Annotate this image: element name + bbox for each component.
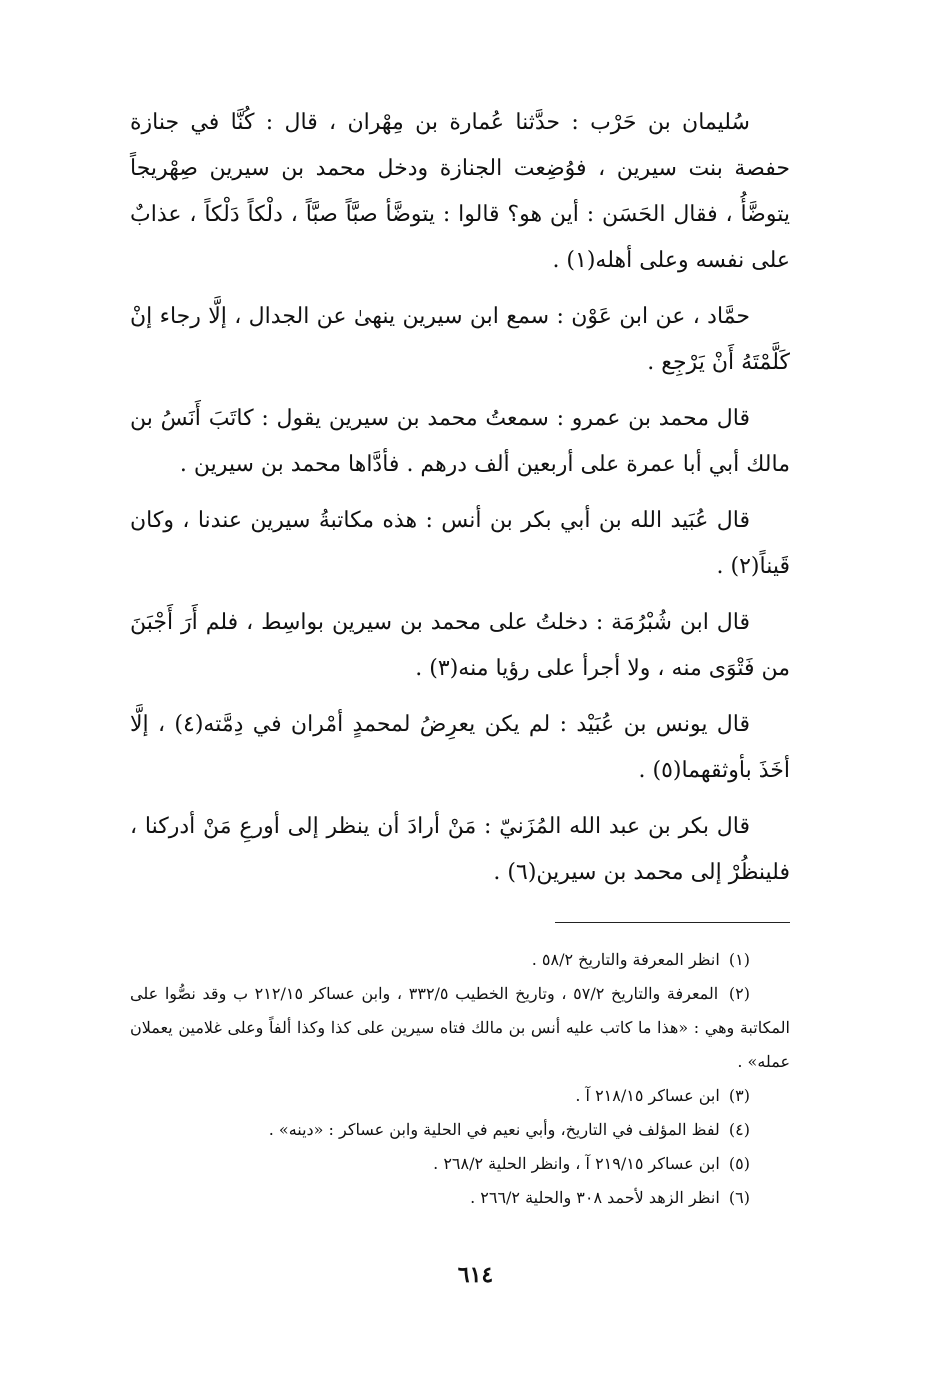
footnote-number: (٥) <box>728 1154 750 1173</box>
page-number: ٦١٤ <box>457 1262 494 1288</box>
paragraph-1: سُليمان بن حَرْب : حدَّثنا عُمارة بن مِهْران ، قال : كُنَّا في جنازة حفصة بنت سيرين ، فوُضِعت الجنازة ودخل محمد بن سيرين صِهْريجاً يتوضَّأُ ، فقال الحَسَن : أين هو؟ قالوا : يتوضَّأ صبَّاً صبَّاً ، دلْكاً دَلْكاً ، عذابٌ على نفسه وعلى أهله(١) . <box>130 110 790 273</box>
footnote-2 <box>130 977 790 1079</box>
footnote-5 <box>130 1147 790 1181</box>
footnote-divider <box>555 922 790 923</box>
footnote-text: المعرفة والتاريخ ٥٧/٢ ، وتاريخ الخطيب ٣٣٢/٥ ، وابن عساكر ٢١٢/١٥ ب وقد نصُّوا على المكاتبة وهي : «هذا ما كاتب عليه أنس بن مالك فتاه سيرين على كذا وكذا ألفاً وعلى غلامين يعملان عمله» . <box>130 984 790 1071</box>
footnote-4 <box>130 1113 790 1147</box>
paragraph-6: قال يونس بن عُبَيْد : لم يكن يعرِضُ لمحمدٍ أمْران في دِمَّته(٤) ، إلَّا أخَذَ بأوثقهما(٥) . <box>130 712 790 783</box>
footnote-1 <box>130 943 790 977</box>
footnote-number: (٢) <box>728 984 750 1003</box>
page-body <box>130 100 790 1215</box>
footnote-text: انظر المعرفة والتاريخ ٥٨/٢ . <box>531 950 720 969</box>
paragraph-5: قال ابن شُبْرُمَة : دخلتُ على محمد بن سيرين بواسِط ، فلم أَرَ أَجْبَنَ من فَتْوَى منه ، ولا أجرأ على رؤيا منه(٣) . <box>130 610 790 681</box>
footnote-3 <box>130 1079 790 1113</box>
footnote-text: ابن عساكر ٢١٩/١٥ آ ، وانظر الحلية ٢٦٨/٢ . <box>433 1154 720 1173</box>
footnotes <box>130 943 790 1215</box>
footnote-text: ابن عساكر ٢١٨/١٥ آ . <box>575 1086 720 1105</box>
paragraph-4: قال عُبَيد الله بن أبي بكر بن أنس : هذه مكاتبةُ سيرين عندنا ، وكان قَيناً(٢) . <box>130 508 790 579</box>
footnote-number: (٤) <box>728 1120 750 1139</box>
footnote-number: (١) <box>728 950 750 969</box>
footnote-6 <box>130 1181 790 1215</box>
paragraph-7: قال بكر بن عبد الله المُزَنيّ : مَنْ أرادَ أن ينظر إلى أورعِ مَنْ أدركنا ، فلينظُرْ إلى محمد بن سيرين(٦) . <box>130 814 790 885</box>
paragraph-2: حمَّاد ، عن ابن عَوْن : سمع ابن سيرين ينهىٰ عن الجدال ، إلَّا رجاء إنْ كَلَّمْتَهُ أَنْ يَرْجِع . <box>130 304 790 375</box>
footnote-text: لفظ المؤلف في التاريخ، وأبي نعيم في الحلية وابن عساكر : «دينه» . <box>268 1120 720 1139</box>
footnote-number: (٦) <box>728 1188 750 1207</box>
footnote-number: (٣) <box>728 1086 750 1105</box>
paragraph-3: قال محمد بن عمرو : سمعتُ محمد بن سيرين يقول : كاتَبَ أَنَسُ بن مالك أبي أبا عمرة على أربعين ألف درهم . فأدَّاها محمد بن سيرين . <box>130 406 790 477</box>
footnote-text: انظر الزهد لأحمد ٣٠٨ والحلية ٢٦٦/٢ . <box>470 1188 720 1207</box>
